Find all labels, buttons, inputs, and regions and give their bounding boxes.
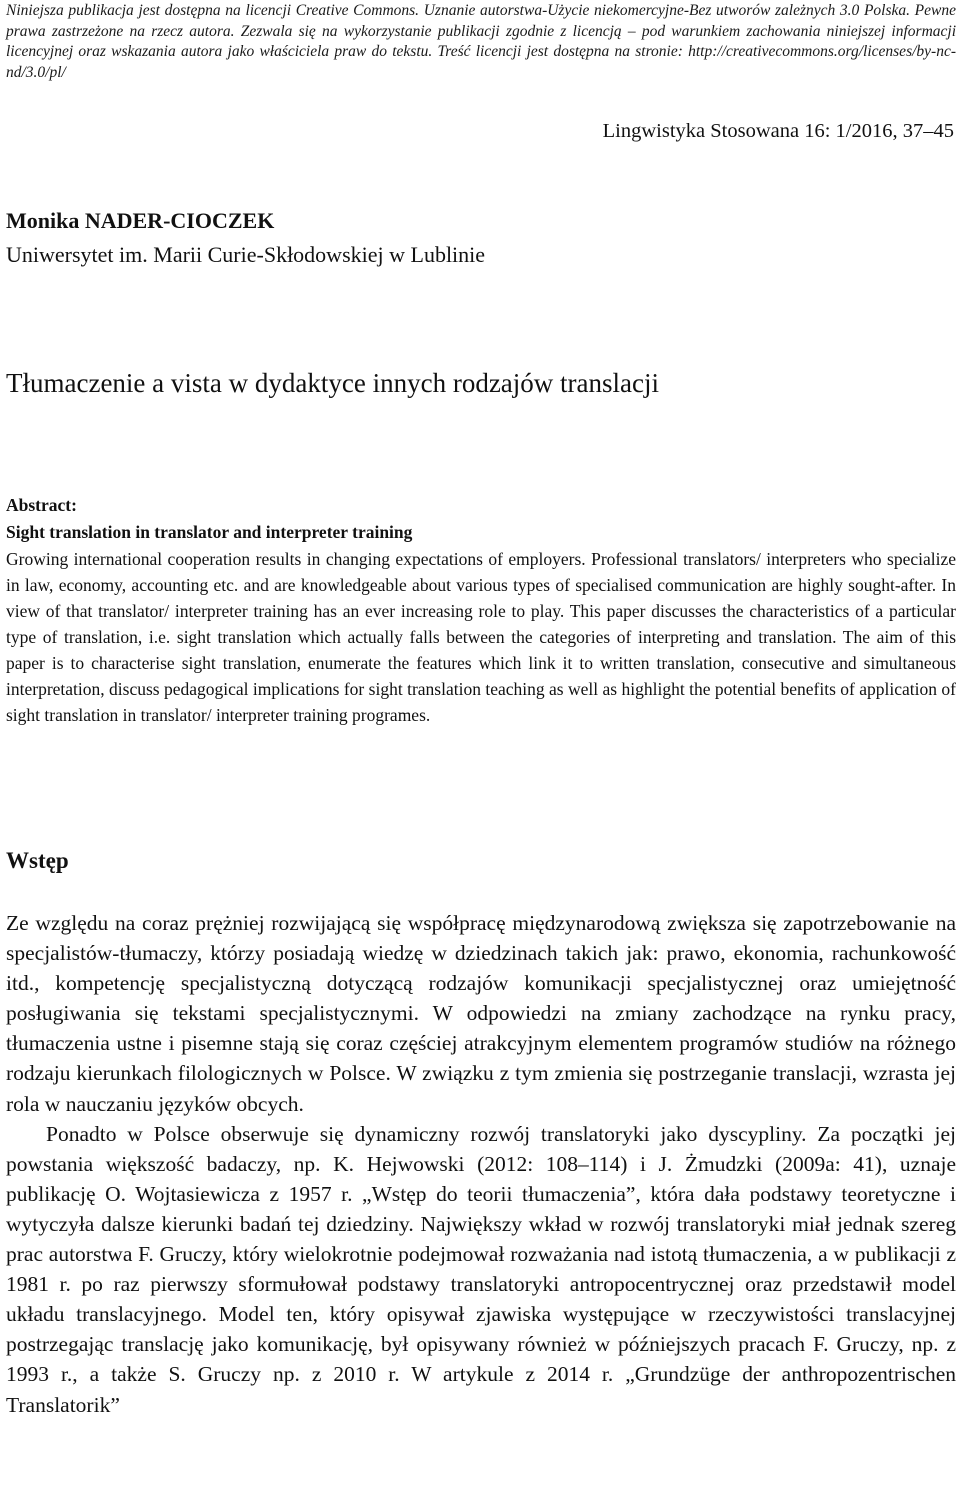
abstract-label: Abstract:: [6, 495, 77, 515]
abstract-title: Sight translation in translator and interpreter training: [6, 522, 413, 542]
article-title: Tłumaczenie a vista w dydaktyce innych rodzajów translacji: [6, 368, 659, 398]
abstract-text: Growing international cooperation results in changing expectations of employers. Professional translators/ interpreters who specialize in law, economy, accounting etc. and are knowledgeable about various types of specialised communication are highly sought-after. In view of that translator/ interpreter training has an ever increasing role to play. This paper discusses the characteristics of a particular type of translation, i.e. sight translation which actually falls between the categories of interpreting and translation. The aim of this paper is to characterise sight translation, enumerate the features which link it to written translation, consecutive and simultaneous interpretation, discuss pedagogical implications for sight translation teaching as well as highlight the potential benefits of application of sight translation in translator/ interpreter training programes.: [6, 549, 956, 725]
section-heading: Wstęp: [6, 848, 69, 873]
journal-reference: Lingwistyka Stosowana 16: 1/2016, 37–45: [602, 120, 954, 142]
document-page: [6, 0, 956, 1502]
license-notice: Niniejsza publikacja jest dostępna na licencji Creative Commons. Uznanie autorstwa-Użycie niekomercyjne-Bez utworów zależnych 3.0 Polska. Pewne prawa zastrzeżone na rzecz autora. Zezwala się na wykorzystanie publikacji zgodnie z licencją – pod warunkiem zachowania niniejszej informacji licencyjnej oraz wskazania autora jako właściciela praw do tekstu. Treść licencji jest dostępna na stronie: http://creativecommons.org/licenses/by-nc-nd/3.0/pl/: [6, 2, 956, 81]
paragraph: Ponadto w Polsce obserwuje się dynamiczny rozwój translatoryki jako dyscypliny. Za początki jej powstania większość badaczy, np. K. Hejwowski (2012: 108–114) i J. Żmudzki (2009a: 41), uznaje publikację O. Wojtasiewicza z 1957 r. „Wstęp do teorii tłumaczenia”, która dała podstawy teoretyczne i wytyczyła dalsze kierunki badań tej dziedziny. Największy wkład w rozwój translatoryki miał jednak szereg prac autorstwa F. Gruczy, który wielokrotnie podejmował rozważania nad istotą tłumaczenia, a w publikacji z 1981 r. po raz pierwszy sformułował podstawy translatoryki antropocentrycznej oraz przedstawił model układu translacyjnego. Model ten, który opisywał zjawiska występujące w rzeczywistości translacyjnej postrzegając translację jako komunikację, był opisywany również w późniejszych pracach F. Gruczy, np. z 1993 r., a także S. Gruczy np. z 2010 r. W artykule z 2014 r. „Grundzüge der anthropozentrischen Translatorik”: [6, 1121, 956, 1417]
section-body: [6, 908, 956, 1420]
author-name: Monika NADER-CIOCZEK: [6, 208, 275, 233]
paragraph: Ze względu na coraz prężniej rozwijającą się współpracę międzynarodową zwiększa się zapotrzebowanie na specjalistów-tłumaczy, którzy posiadają wiedzę w dziedzinach takich jak: prawo, ekonomia, rachunkowość itd., kompetencję specjalistyczną dotyczącą rodzajów komunikacji specjalistycznej oraz umiejętność posługiwania się tekstami specjalistycznymi. W odpowiedzi na zmiany zachodzące na rynku pracy, tłumaczenia ustne i pisemne stają się coraz częściej atrakcyjnym elementem programów studiów na różnego rodzaju kierunkach filologicznych w Polsce. W związku z tym zmienia się postrzeganie translacji, wzrasta jej rola w nauczaniu języków obcych.: [6, 911, 956, 1116]
author-affiliation: Uniwersytet im. Marii Curie-Skłodowskiej w Lublinie: [6, 242, 486, 267]
